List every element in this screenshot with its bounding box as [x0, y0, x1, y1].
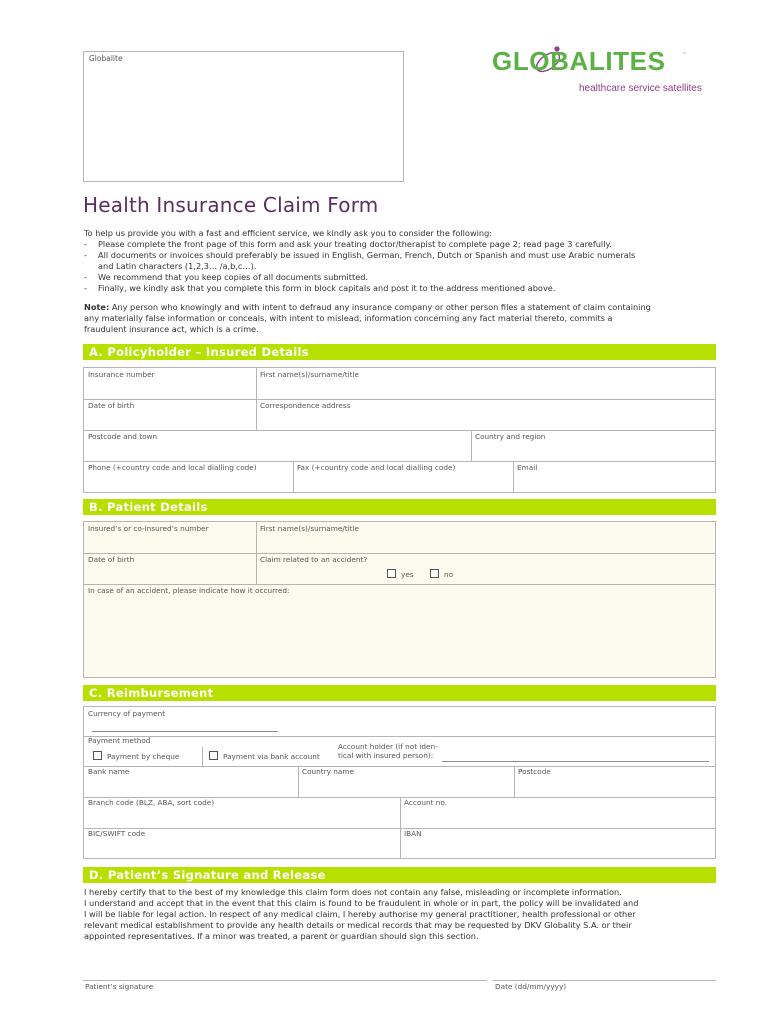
intro-bullet [84, 272, 724, 283]
divider [293, 461, 294, 493]
section-b-header [83, 499, 716, 515]
payment-method-label: Payment method [88, 736, 151, 745]
divider [84, 766, 715, 767]
correspondence-address-field[interactable]: Correspondence address [260, 401, 351, 410]
bank-postcode-field[interactable]: Postcode [518, 767, 551, 776]
postcode-town-field[interactable]: Postcode and town [88, 432, 158, 441]
note-line: fraudulent insurance act, which is a crime. [84, 324, 259, 334]
intro-bullet [84, 239, 724, 250]
divider [256, 522, 257, 584]
policyholder-name-field[interactable]: First name(s)/surname/title [260, 370, 360, 379]
section-b-fields [83, 521, 716, 678]
release-line: I understand and accept that in the event that this claim is found to be fraudulent in whole or in part, the policy will be invalidated and [84, 898, 639, 908]
release-text [84, 887, 720, 942]
bank-account-label: Payment via bank account [223, 752, 320, 761]
bullet-dash: - [84, 250, 87, 260]
divider [471, 430, 472, 461]
divider [84, 584, 715, 585]
iban-field[interactable]: IBAN [404, 829, 422, 838]
page-title: Health Insurance Claim Form [83, 193, 379, 217]
section-c-title: C. Reimbursement [89, 686, 214, 700]
globalites-logo [492, 44, 718, 100]
bank-country-field[interactable]: Country name [302, 767, 355, 776]
account-holder-label: Account holder (if not iden- [338, 742, 438, 751]
country-region-field[interactable]: Country and region [475, 432, 546, 441]
phone-field[interactable]: Phone (+country code and local dialling code) [88, 463, 257, 472]
intro-lead: To help us provide you with a fast and efficient service, we kindly ask you to consider the following: [84, 228, 493, 238]
intro-bullet-text: We recommend that you keep copies of all documents submitted. [98, 272, 369, 282]
release-line: I will be liable for legal action. In respect of any medical claim, I hereby authorise my general practitioner, health professional or other [84, 909, 636, 919]
cheque-label: Payment by cheque [107, 752, 180, 761]
release-line: I hereby certify that to the best of my knowledge this claim form does not contain any false, misleading or incomplete information. [84, 887, 622, 897]
currency-input[interactable] [92, 731, 278, 732]
section-d-title: D. Patient’s Signature and Release [89, 868, 326, 882]
divider [84, 399, 715, 400]
release-line: appointed representatives. If a minor was treated, a parent or guardian should sign this section. [84, 931, 479, 941]
release-line: relevant medical establishment to provide any health details or medical records that may be requested by DKV Globality S.A. or their [84, 920, 632, 930]
note-line: any materially false information or conceals, with intent to mislead, information concerning any fact material thereto, commits a [84, 313, 613, 323]
divider [202, 747, 203, 766]
signature-label: Patient’s signature [85, 982, 154, 991]
date-field[interactable] [493, 980, 716, 981]
fax-field[interactable]: Fax (+country code and local dialling code) [297, 463, 456, 472]
intro-text [84, 228, 724, 294]
currency-label: Currency of payment [88, 709, 166, 718]
intro-bullet-text: Finally, we kindly ask that you complete this form in block capitals and post it to the address mentioned above. [98, 283, 556, 293]
address-box[interactable] [83, 51, 404, 182]
divider [84, 736, 715, 737]
section-c-header [83, 685, 716, 701]
branch-code-field[interactable]: Branch code (BLZ, ABA, sort code) [88, 798, 215, 807]
cheque-checkbox[interactable] [93, 751, 102, 760]
divider [84, 461, 715, 462]
account-number-field[interactable]: Account no. [404, 798, 448, 807]
section-a-fields [83, 367, 716, 493]
accident-yes-checkbox[interactable] [387, 569, 396, 578]
address-box-label: Globalite [89, 54, 123, 63]
logo-trademark: ™ [682, 52, 687, 58]
insured-number-field[interactable]: Insured’s or co-insured’s number [88, 524, 209, 533]
bullet-dash: - [84, 239, 87, 249]
bic-swift-field[interactable]: BIC/SWIFT code [88, 829, 146, 838]
account-holder-label: tical with insured person): [338, 751, 434, 760]
divider [256, 368, 257, 430]
divider [298, 766, 299, 797]
accident-yes-label: yes [401, 570, 414, 579]
signature-field[interactable] [83, 980, 487, 981]
divider [513, 461, 514, 493]
intro-bullet-text: Please complete the front page of this form and ask your treating doctor/therapist to complete page 2; read page 3 carefully. [98, 239, 612, 249]
divider [84, 553, 715, 554]
accident-no-checkbox[interactable] [430, 569, 439, 578]
accident-description-field[interactable]: In case of an accident, please indicate how it occurred: [88, 586, 290, 595]
bank-name-field[interactable]: Bank name [88, 767, 130, 776]
logo-tagline: healthcare service satellites [579, 83, 702, 94]
accident-question: Claim related to an accident? [260, 555, 368, 564]
intro-bullet [84, 283, 724, 294]
bank-account-checkbox[interactable] [209, 751, 218, 760]
intro-bullet-continuation: and Latin characters (1,2,3… /a,b,c…). [98, 261, 257, 271]
fraud-note [84, 302, 720, 335]
divider [514, 766, 515, 797]
insurance-number-field[interactable]: Insurance number [88, 370, 155, 379]
account-holder-input[interactable] [442, 761, 709, 762]
email-field[interactable]: Email [517, 463, 538, 472]
section-a-header [83, 344, 716, 360]
intro-bullet [84, 250, 724, 261]
logo-wordmark: GLOBALITES [492, 46, 666, 76]
note-line: Any person who knowingly and with intent to defraud any insurance company or other person files a statement of claim containing [109, 302, 651, 312]
divider [400, 797, 401, 859]
divider [84, 430, 715, 431]
patient-dob-field[interactable]: Date of birth [88, 555, 135, 564]
patient-name-field[interactable]: First name(s)/surname/title [260, 524, 360, 533]
accident-no-label: no [444, 570, 454, 579]
section-d-header [83, 867, 716, 883]
note-label: Note: [84, 302, 110, 312]
bullet-dash: - [84, 272, 87, 282]
date-label: Date (dd/mm/yyyy) [495, 982, 567, 991]
section-a-title: A. Policyholder – Insured Details [89, 345, 309, 359]
bullet-dash: - [84, 283, 87, 293]
section-c-fields [83, 706, 716, 859]
policyholder-dob-field[interactable]: Date of birth [88, 401, 135, 410]
intro-bullet-text: All documents or invoices should preferably be issued in English, German, French, Dutch or Spanish and must use Arabic numerals [98, 250, 636, 260]
section-b-title: B. Patient Details [89, 500, 208, 514]
